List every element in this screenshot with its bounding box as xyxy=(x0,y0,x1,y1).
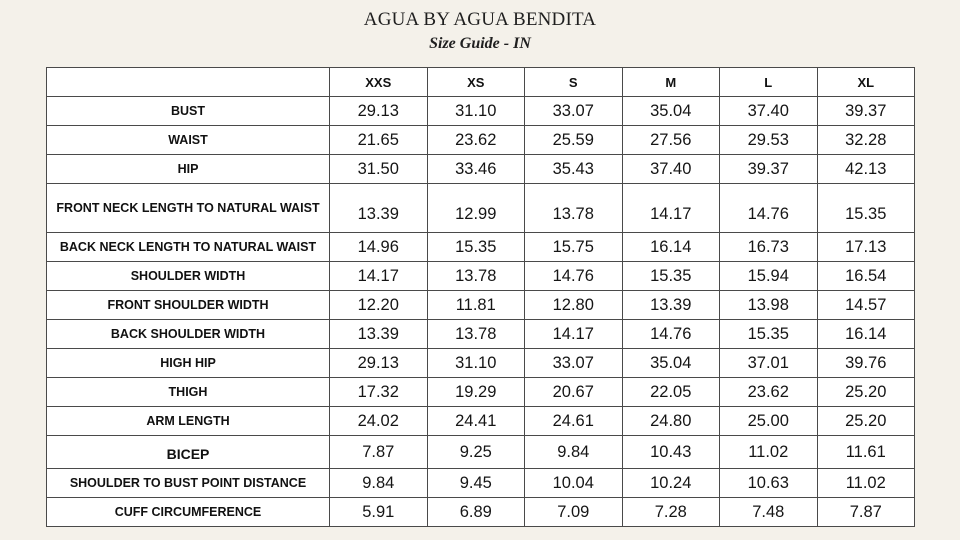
measurement-cell: 33.07 xyxy=(525,97,623,126)
measurement-cell: 32.28 xyxy=(817,126,915,155)
measurement-cell: 15.35 xyxy=(427,233,525,262)
measurement-cell: 13.39 xyxy=(330,184,428,233)
size-header-xxs: XXS xyxy=(330,68,428,97)
measurement-cell: 31.10 xyxy=(427,97,525,126)
measurement-cell: 14.17 xyxy=(622,184,720,233)
measurement-cell: 24.61 xyxy=(525,407,623,436)
measurement-cell: 20.67 xyxy=(525,378,623,407)
measurement-cell: 14.17 xyxy=(330,262,428,291)
measurement-cell: 12.20 xyxy=(330,291,428,320)
measurement-cell: 13.39 xyxy=(622,291,720,320)
table-row xyxy=(47,97,915,126)
measurement-cell: 23.62 xyxy=(720,378,818,407)
table-row xyxy=(47,498,915,527)
row-label: BACK NECK LENGTH TO NATURAL WAIST xyxy=(47,233,330,262)
brand-title: AGUA BY AGUA BENDITA xyxy=(363,9,597,30)
measurement-cell: 39.76 xyxy=(817,349,915,378)
table-row xyxy=(47,184,915,233)
row-label: BICEP xyxy=(47,436,330,469)
measurement-cell: 14.96 xyxy=(330,233,428,262)
measurement-cell: 23.62 xyxy=(427,126,525,155)
measurement-cell: 24.02 xyxy=(330,407,428,436)
measurement-cell: 10.43 xyxy=(622,436,720,469)
measurement-cell: 39.37 xyxy=(817,97,915,126)
measurement-cell: 35.43 xyxy=(525,155,623,184)
measurement-cell: 25.59 xyxy=(525,126,623,155)
size-header-s: S xyxy=(525,68,623,97)
row-label: FRONT NECK LENGTH TO NATURAL WAIST xyxy=(47,184,330,233)
row-label: BACK SHOULDER WIDTH xyxy=(47,320,330,349)
table-row xyxy=(47,378,915,407)
measurement-cell: 14.76 xyxy=(525,262,623,291)
measurement-cell: 9.84 xyxy=(330,469,428,498)
measurement-cell: 13.78 xyxy=(427,320,525,349)
measurement-cell: 16.54 xyxy=(817,262,915,291)
measurement-cell: 21.65 xyxy=(330,126,428,155)
row-label: ARM LENGTH xyxy=(47,407,330,436)
measurement-cell: 31.10 xyxy=(427,349,525,378)
measurement-cell: 15.35 xyxy=(720,320,818,349)
table-body xyxy=(47,97,915,527)
table-row xyxy=(47,436,915,469)
measurement-cell: 25.00 xyxy=(720,407,818,436)
measurement-cell: 29.53 xyxy=(720,126,818,155)
measurement-cell: 10.24 xyxy=(622,469,720,498)
measurement-cell: 9.25 xyxy=(427,436,525,469)
measurement-cell: 42.13 xyxy=(817,155,915,184)
row-label: FRONT SHOULDER WIDTH xyxy=(47,291,330,320)
table-row xyxy=(47,126,915,155)
measurement-cell: 19.29 xyxy=(427,378,525,407)
table-row xyxy=(47,407,915,436)
measurement-cell: 37.40 xyxy=(720,97,818,126)
measurement-cell: 16.73 xyxy=(720,233,818,262)
measurement-cell: 10.04 xyxy=(525,469,623,498)
measurement-cell: 14.17 xyxy=(525,320,623,349)
measurement-cell: 14.76 xyxy=(622,320,720,349)
measurement-cell: 29.13 xyxy=(330,349,428,378)
row-label: SHOULDER WIDTH xyxy=(47,262,330,291)
measurement-cell: 7.28 xyxy=(622,498,720,527)
measurement-cell: 7.87 xyxy=(330,436,428,469)
table-row xyxy=(47,349,915,378)
measurement-cell: 13.98 xyxy=(720,291,818,320)
measurement-cell: 7.48 xyxy=(720,498,818,527)
measurement-cell: 35.04 xyxy=(622,349,720,378)
measurement-cell: 5.91 xyxy=(330,498,428,527)
measurement-cell: 15.94 xyxy=(720,262,818,291)
page-subtitle: Size Guide - IN xyxy=(429,35,531,52)
table-row xyxy=(47,469,915,498)
table-row xyxy=(47,262,915,291)
measurement-cell: 29.13 xyxy=(330,97,428,126)
row-label: THIGH xyxy=(47,378,330,407)
measurement-cell: 13.39 xyxy=(330,320,428,349)
measurement-cell: 12.80 xyxy=(525,291,623,320)
header-corner-cell xyxy=(47,68,330,97)
measurement-cell: 15.35 xyxy=(817,184,915,233)
measurement-cell: 7.09 xyxy=(525,498,623,527)
size-header-xs: XS xyxy=(427,68,525,97)
measurement-cell: 6.89 xyxy=(427,498,525,527)
measurement-cell: 24.80 xyxy=(622,407,720,436)
size-header-m: M xyxy=(622,68,720,97)
measurement-cell: 22.05 xyxy=(622,378,720,407)
measurement-cell: 9.84 xyxy=(525,436,623,469)
measurement-cell: 17.32 xyxy=(330,378,428,407)
table-row xyxy=(47,155,915,184)
measurement-cell: 31.50 xyxy=(330,155,428,184)
measurement-cell: 27.56 xyxy=(622,126,720,155)
measurement-cell: 24.41 xyxy=(427,407,525,436)
measurement-cell: 15.75 xyxy=(525,233,623,262)
measurement-cell: 11.02 xyxy=(817,469,915,498)
measurement-cell: 14.57 xyxy=(817,291,915,320)
measurement-cell: 9.45 xyxy=(427,469,525,498)
table-row xyxy=(47,233,915,262)
row-label: HIGH HIP xyxy=(47,349,330,378)
row-label: BUST xyxy=(47,97,330,126)
row-label: SHOULDER TO BUST POINT DISTANCE xyxy=(47,469,330,498)
measurement-cell: 16.14 xyxy=(817,320,915,349)
measurement-cell: 11.61 xyxy=(817,436,915,469)
table-row xyxy=(47,320,915,349)
size-guide-table xyxy=(46,67,915,527)
measurement-cell: 25.20 xyxy=(817,407,915,436)
measurement-cell: 11.02 xyxy=(720,436,818,469)
measurement-cell: 17.13 xyxy=(817,233,915,262)
measurement-cell: 14.76 xyxy=(720,184,818,233)
measurement-cell: 15.35 xyxy=(622,262,720,291)
measurement-cell: 33.07 xyxy=(525,349,623,378)
table-row xyxy=(47,291,915,320)
measurement-cell: 35.04 xyxy=(622,97,720,126)
table-header-row xyxy=(47,68,915,97)
row-label: HIP xyxy=(47,155,330,184)
row-label: WAIST xyxy=(47,126,330,155)
size-header-l: L xyxy=(720,68,818,97)
measurement-cell: 13.78 xyxy=(525,184,623,233)
measurement-cell: 37.40 xyxy=(622,155,720,184)
measurement-cell: 25.20 xyxy=(817,378,915,407)
measurement-cell: 10.63 xyxy=(720,469,818,498)
measurement-cell: 39.37 xyxy=(720,155,818,184)
measurement-cell: 11.81 xyxy=(427,291,525,320)
size-header-xl: XL xyxy=(817,68,915,97)
measurement-cell: 16.14 xyxy=(622,233,720,262)
measurement-cell: 12.99 xyxy=(427,184,525,233)
measurement-cell: 13.78 xyxy=(427,262,525,291)
measurement-cell: 33.46 xyxy=(427,155,525,184)
measurement-cell: 37.01 xyxy=(720,349,818,378)
measurement-cell: 7.87 xyxy=(817,498,915,527)
row-label: CUFF CIRCUMFERENCE xyxy=(47,498,330,527)
